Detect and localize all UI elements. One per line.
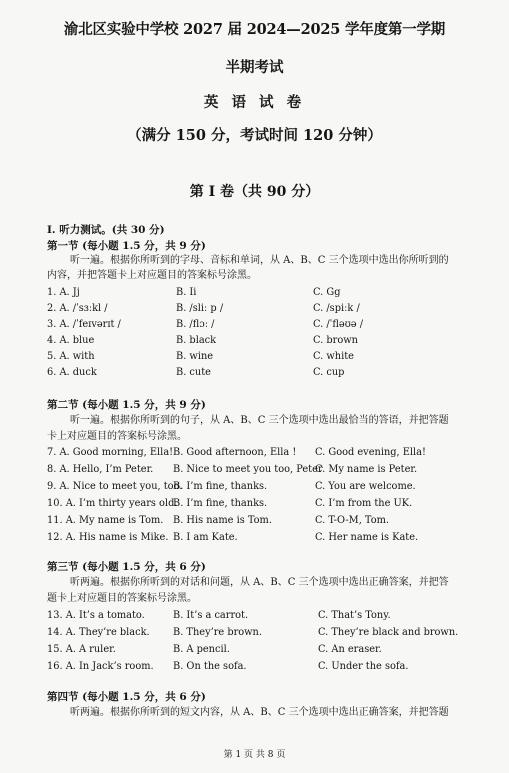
option-a: 14. A. They’re black. bbox=[47, 627, 150, 638]
section1-title: 第一节 (每小题 1.5 分，共 9 分) bbox=[47, 240, 206, 252]
volume-title: 第 I 卷（共 90 分） bbox=[189, 184, 320, 200]
section2-title: 第二节 (每小题 1.5 分，共 9 分) bbox=[47, 399, 206, 411]
section4-title: 第四节 (每小题 1.5 分，共 6 分) bbox=[47, 691, 206, 703]
option-b: B. Nice to meet you too, Peter bbox=[173, 464, 323, 475]
option-b: B. A pencil. bbox=[173, 644, 230, 655]
option-c: C. cup bbox=[313, 367, 345, 378]
option-b: B. black bbox=[176, 335, 217, 346]
question-row bbox=[0, 515, 509, 531]
question-row bbox=[0, 351, 509, 367]
option-b: B. wine bbox=[176, 351, 214, 362]
score-time-note: （满分 150 分，考试时间 120 分钟） bbox=[127, 127, 382, 144]
section4-instruction: 听两遍。根据你所听到的短文内容，从 A、B、C 三个选项中选出正确答案，并把答题 bbox=[70, 707, 449, 718]
page-number: 第 1 页 共 8 页 bbox=[223, 750, 286, 760]
option-a: 4. A. blue bbox=[47, 335, 95, 346]
subject-title: 英 语 试 卷 bbox=[203, 94, 306, 111]
option-c: C. white bbox=[313, 351, 354, 362]
option-b: B. I am Kate. bbox=[173, 532, 238, 543]
option-c: C. /spiːk / bbox=[313, 303, 360, 314]
option-a: 3. A. /ˈfeɪvərɪt / bbox=[47, 319, 121, 330]
question-row bbox=[0, 464, 509, 480]
question-row bbox=[0, 319, 509, 335]
question-row bbox=[0, 610, 509, 626]
question-row bbox=[0, 303, 509, 319]
option-c: C. They’re black and brown. bbox=[318, 627, 459, 638]
question-row bbox=[0, 287, 509, 303]
option-a: 6. A. duck bbox=[47, 367, 97, 378]
section1-instruction: 听一遍。根据你所听到的字母、音标和单词，从 A、B、C 三个选项中选出你所听到的 bbox=[70, 255, 449, 266]
section2-instruction: 听一遍。根据你所听到的句子，从 A、B、C 三个选项中选出最恰当的答语，并把答题 bbox=[70, 415, 449, 426]
question-row bbox=[0, 627, 509, 643]
section3-title: 第三节 (每小题 1.5 分，共 6 分) bbox=[47, 561, 206, 573]
option-b: B. /flɔː / bbox=[176, 319, 215, 330]
option-b: B. It’s a carrot. bbox=[173, 610, 249, 621]
option-a: 5. A. with bbox=[47, 351, 95, 362]
section2-instruction-cont: 卡上对应题目的答案标号涂黑。 bbox=[47, 431, 187, 442]
option-b: B. Good afternoon, Ella ! bbox=[173, 447, 297, 458]
option-a: 1. A. Jj bbox=[47, 287, 80, 298]
option-a: 11. A. My name is Tom. bbox=[47, 515, 164, 526]
option-c: C. Under the sofa. bbox=[318, 661, 409, 672]
option-a: 12. A. His name is Mike. bbox=[47, 532, 169, 543]
question-row bbox=[0, 367, 509, 383]
option-b: B. On the sofa. bbox=[173, 661, 247, 672]
option-a: 7. A. Good morning, Ella! bbox=[47, 447, 174, 458]
option-a: 13. A. It’s a tomato. bbox=[47, 610, 145, 621]
school-title: 渝北区实验中学校 2027 届 2024—2025 学年度第一学期 bbox=[63, 21, 446, 38]
option-b: B. I’m fine, thanks. bbox=[173, 498, 268, 509]
option-b: B. I’m fine, thanks. bbox=[173, 481, 268, 492]
option-b: B. His name is Tom. bbox=[173, 515, 272, 526]
option-a: 8. A. Hello, I’m Peter. bbox=[47, 464, 154, 475]
part1-title: I. 听力测试。(共 30 分) bbox=[47, 224, 165, 236]
question-row bbox=[0, 644, 509, 660]
option-c: C. That’s Tony. bbox=[318, 610, 391, 621]
section3-instruction-cont: 题卡上对应题目的答案标号涂黑。 bbox=[47, 593, 197, 604]
option-b: B. /sliː p / bbox=[176, 303, 224, 314]
question-row bbox=[0, 335, 509, 351]
question-row bbox=[0, 447, 509, 463]
option-a: 9. A. Nice to meet you, too. bbox=[47, 481, 183, 492]
option-c: C. T-O-M, Tom. bbox=[315, 515, 389, 526]
option-b: B. Ii bbox=[176, 287, 197, 298]
option-c: C. I’m from the UK. bbox=[315, 498, 413, 509]
question-row bbox=[0, 532, 509, 548]
option-c: C. An eraser. bbox=[318, 644, 382, 655]
option-c: C. My name is Peter. bbox=[315, 464, 418, 475]
option-a: 15. A. A ruler. bbox=[47, 644, 116, 655]
option-c: C. Gg bbox=[313, 287, 341, 298]
section1-instruction-cont: 内容，并把答题卡上对应题目的答案标号涂黑。 bbox=[47, 270, 257, 281]
option-c: C. Her name is Kate. bbox=[315, 532, 419, 543]
exam-name: 半期考试 bbox=[225, 59, 284, 76]
option-b: B. They’re brown. bbox=[173, 627, 262, 638]
option-a: 10. A. I’m thirty years old. bbox=[47, 498, 178, 509]
option-a: 16. A. In Jack’s room. bbox=[47, 661, 154, 672]
option-b: B. cute bbox=[176, 367, 211, 378]
option-c: C. Good evening, Ella! bbox=[315, 447, 426, 458]
question-row bbox=[0, 661, 509, 677]
question-row bbox=[0, 481, 509, 497]
question-row bbox=[0, 498, 509, 514]
option-a: 2. A. /ˈsɜːkl / bbox=[47, 303, 108, 314]
option-c: C. You are welcome. bbox=[315, 481, 416, 492]
option-c: C. brown bbox=[313, 335, 358, 346]
section3-instruction: 听两遍。根据你所听到的对话和问题，从 A、B、C 三个选项中选出正确答案，并把答 bbox=[70, 577, 449, 588]
option-c: C. /ˈfləʊə / bbox=[313, 319, 363, 330]
